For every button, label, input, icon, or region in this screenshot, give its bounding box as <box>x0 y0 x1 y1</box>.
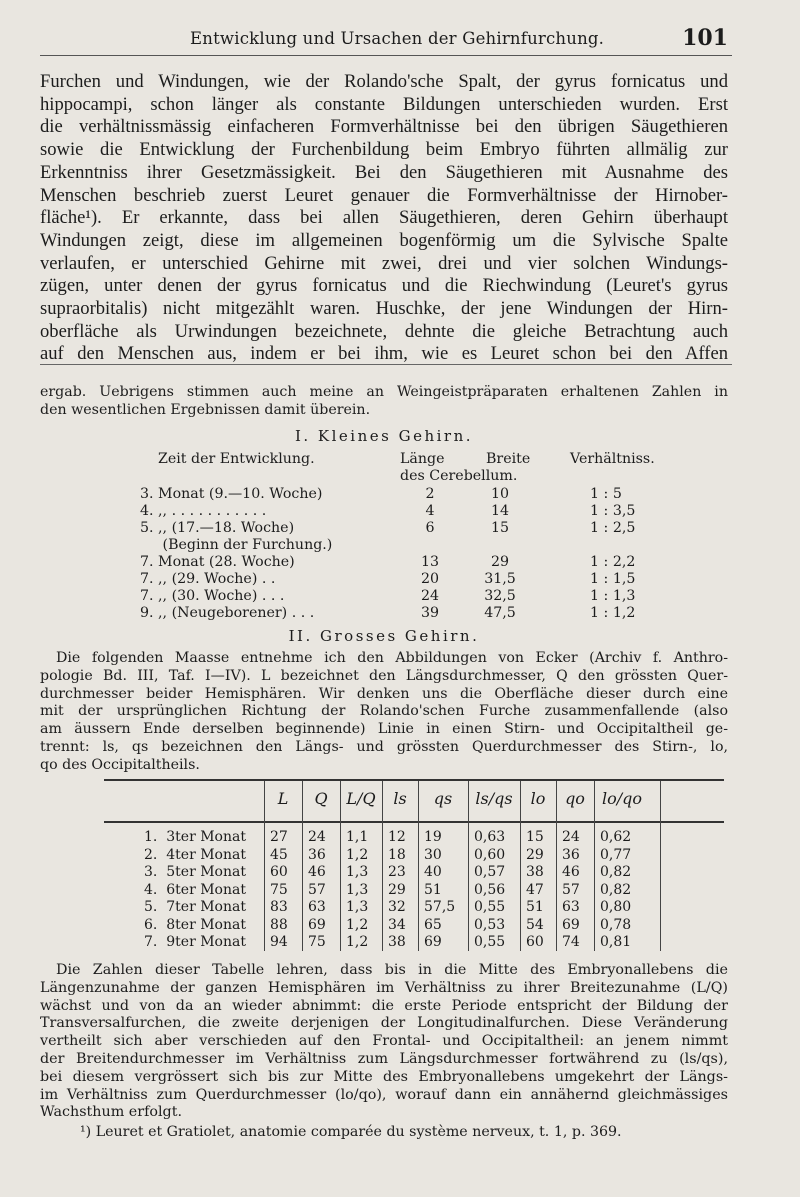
text-line: Transversalfurchen, die zweite derjenigen der Longitudinalfurchen. Diese Veränderung <box>40 1015 728 1032</box>
text-line: durchmesser beider Hemisphären. Wir denken uns die Oberfläche dieser durch eine <box>40 685 728 702</box>
row-label: 5. ,, (17.—18. Woche) <box>140 520 295 536</box>
cell-breite: 10 <box>490 486 510 502</box>
table-cell: 69 <box>424 934 442 950</box>
col-header-qs: qs <box>433 789 453 808</box>
text-line: hippocampi, schon länger als constante Bildungen unterschieden wurden. Erst <box>40 93 728 115</box>
col-header-lo: lo <box>530 789 546 808</box>
text-line: verlaufen, er unterschied Gehirne mit zwei, drei und vier solchen Windungs- <box>40 252 728 274</box>
text-line: Erkenntniss ihrer Gesetzmässigkeit. Bei den Säugethieren mit Ausnahme des <box>40 161 728 183</box>
col-divider <box>660 781 661 951</box>
text-line: Längenzunahme der ganzen Hemisphären im Verhältniss zu ihrer Breitezunahme (L/Q) <box>40 979 728 996</box>
cell-verhaeltniss: 1 : 1,3 <box>590 588 636 604</box>
cell-laenge: 24 <box>420 588 440 604</box>
text-line: Windungen zeigt, diese im allgemeinen bogenförmig um die Sylvische Spalte <box>40 229 728 251</box>
col-header-cerebellum: des Cerebellum. <box>400 468 518 484</box>
table-rule-top <box>104 779 724 781</box>
text-line: am äussern Ende derselben beginnende) Linie in einen Stirn- und Occipitaltheil ge- <box>40 721 728 738</box>
cell-laenge: 4 <box>425 503 435 519</box>
text-line: supraorbitalis) nicht mitgezählt waren. Huschke, der jene Windungen der Hirn- <box>40 298 728 320</box>
text-line: auf den Menschen aus, indem er bei ihm, wie es Leuret schon bei den Affen <box>40 343 728 365</box>
paragraph-ecker <box>40 650 728 775</box>
row-label: 7. Monat (28. Woche) <box>140 554 295 570</box>
table-cell: 0,60 <box>474 846 506 863</box>
table-cell: 45 <box>270 846 288 863</box>
cell-breite: 29 <box>490 554 510 570</box>
table-cell: 57 <box>562 881 580 898</box>
text-line: Furchen und Windungen, wie der Rolando'sche Spalt, der gyrus fornicatus und <box>40 71 728 92</box>
text-line: vertheilt sich aber verschieden auf den Frontal- und Occipitaltheil: an jenem nimmt <box>40 1033 728 1050</box>
cell-verhaeltniss: 1 : 5 <box>590 486 622 502</box>
table-row <box>40 486 728 503</box>
text-line: ergab. Uebrigens stimmen auch meine an Weingeistpräparaten erhaltenen Zahlen in <box>40 384 728 400</box>
table-cell: 34 <box>388 916 406 933</box>
table-cell: 0,81 <box>600 934 632 950</box>
table-cell: 32 <box>388 899 406 915</box>
table-cell: 1,3 <box>346 864 369 880</box>
text-line: der Breitendurchmesser im Verhältniss zum Längsdurchmesser fortwährend zu (ls/qs), <box>40 1050 728 1067</box>
text-line: im Verhältniss zum Querdurchmesser (lo/qo), worauf dann ein annähernd gleichmässiges <box>40 1086 728 1103</box>
footnote-text: ¹) Leuret et Gratiolet, anatomie comparée du système nerveux, t. 1, p. 369. <box>80 1124 622 1140</box>
table-cell: 40 <box>424 864 442 880</box>
table-cell: 47 <box>526 881 544 898</box>
cell-verhaeltniss: 1 : 2,5 <box>590 520 636 536</box>
table-cell: 60 <box>270 864 288 880</box>
cell-breite: 47,5 <box>484 605 516 621</box>
text-line: trennt: ls, qs bezeichnen den Längs- und grössten Querdurchmesser des Stirn-, lo, <box>40 738 728 755</box>
table-cell: 65 <box>424 916 442 933</box>
table-cell: 0,53 <box>474 916 506 933</box>
col-header-verhaeltniss: Verhältniss. <box>570 451 655 467</box>
table-cell: 12 <box>388 829 406 845</box>
text-line: bei diesem vergrössert sich bis zur Mitte des Embryonallebens umgekehrt der Längs- <box>40 1068 728 1085</box>
col-header-breite: Breite <box>486 451 531 467</box>
row-label: 6. 8ter Monat <box>144 916 246 933</box>
col-header-laenge: Länge <box>400 451 445 467</box>
paragraph-conclusion <box>40 962 728 1122</box>
cell-laenge: 13 <box>420 554 440 570</box>
row-label: 3. Monat (9.—10. Woche) <box>140 486 323 502</box>
table-cell: 19 <box>424 829 442 845</box>
table-cell: 94 <box>270 934 288 950</box>
cell-laenge: 2 <box>425 486 435 502</box>
text-line: Die Zahlen dieser Tabelle lehren, dass bis in die Mitte des Embryonallebens die <box>56 962 728 978</box>
table-row <box>40 537 728 554</box>
section-heading-large-brain: II. Grosses Gehirn. <box>288 627 480 645</box>
table-cell: 0,57 <box>474 864 506 880</box>
table-cell: 69 <box>308 916 326 933</box>
row-label: 9. ,, (Neugeborener) . . . <box>140 605 315 621</box>
table-cell: 54 <box>526 916 544 933</box>
cell-verhaeltniss: 1 : 1,5 <box>590 571 636 587</box>
cell-breite: 14 <box>490 503 510 519</box>
table-cell: 24 <box>562 829 580 845</box>
table-row <box>40 554 728 571</box>
row-label: 7. ,, (29. Woche) . . <box>140 571 276 587</box>
row-label: 7. ,, (30. Woche) . . . <box>140 588 285 604</box>
table-cell: 63 <box>562 899 580 915</box>
table-cell: 15 <box>526 829 544 845</box>
table-rule-header <box>104 821 724 823</box>
table-cell: 0,78 <box>600 916 632 933</box>
text-line: den wesentlichen Ergebnissen damit überein. <box>40 401 371 418</box>
table-row <box>40 571 728 588</box>
running-header <box>40 27 728 53</box>
col-header-qo: qo <box>565 789 585 808</box>
table-cell: 36 <box>308 846 326 863</box>
table-cell: 0,82 <box>600 864 632 880</box>
col-header-loqo: lo/qo <box>601 789 642 808</box>
row-label: 1. 3ter Monat <box>144 829 246 845</box>
table-cell: 83 <box>270 899 288 915</box>
table-cell: 63 <box>308 899 326 915</box>
row-label: 2. 4ter Monat <box>144 846 246 863</box>
paragraph-continued <box>40 384 728 420</box>
text-line: qo des Occipitaltheils. <box>40 756 200 773</box>
running-title: Entwicklung und Ursachen der Gehirnfurchung. <box>190 29 605 48</box>
table-row <box>40 605 728 622</box>
table-cell: 0,55 <box>474 899 506 915</box>
table-cell: 0,56 <box>474 881 506 898</box>
table-cell: 27 <box>270 829 288 845</box>
table-cell: 38 <box>388 934 406 950</box>
col-header-LQ: L/Q <box>346 789 376 808</box>
table-cell: 1,2 <box>346 846 369 863</box>
row-label: 3. 5ter Monat <box>144 864 246 880</box>
table-cell: 29 <box>388 881 406 898</box>
table-cell: 60 <box>526 934 544 950</box>
table-cerebrum <box>104 775 724 955</box>
table-cell: 0,82 <box>600 881 632 898</box>
text-line: Die folgenden Maasse entnehme ich den Abbildungen von Ecker (Archiv f. Anthro- <box>56 650 728 666</box>
paragraph-main <box>40 71 728 366</box>
col-header-Q: Q <box>314 789 328 808</box>
table-cell: 57 <box>308 881 326 898</box>
table-cell: 38 <box>526 864 544 880</box>
table-cell: 1,1 <box>346 829 369 845</box>
page-number: 101 <box>682 25 728 51</box>
footnote <box>80 1124 720 1142</box>
table-cell: 24 <box>308 829 326 845</box>
text-line: Menschen beschrieb zuerst Leuret genauer die Formverhältnisse der Hirnober- <box>40 184 728 206</box>
row-label: 5. 7ter Monat <box>144 899 246 915</box>
table-cell: 1,3 <box>346 899 369 915</box>
table-header-row-2 <box>40 468 728 485</box>
col-header-ls: ls <box>393 789 407 808</box>
cell-laenge: 20 <box>420 571 440 587</box>
text-line: Wachsthum erfolgt. <box>40 1104 182 1121</box>
table-row <box>40 520 728 537</box>
table-cell: 1,2 <box>346 916 369 933</box>
table-cell: 0,63 <box>474 829 506 845</box>
table-row <box>40 503 728 520</box>
row-label: 7. 9ter Monat <box>144 934 246 950</box>
row-label: (Beginn der Furchung.) <box>140 537 333 553</box>
table-cell: 36 <box>562 846 580 863</box>
col-header-L: L <box>277 789 289 808</box>
table-cell: 1,2 <box>346 934 369 950</box>
table-cell: 23 <box>388 864 406 880</box>
text-line: zügen, unter denen der gyrus fornicatus und die Riechwindung (Leuret's gyrus <box>40 275 728 297</box>
table-cell: 46 <box>562 864 580 880</box>
table-cell: 51 <box>526 899 544 915</box>
table-cell: 29 <box>526 846 544 863</box>
section-divider <box>40 364 732 365</box>
text-line: oberfläche als Urwindungen bezeichnete, dehnte die gleiche Betrachtung auch <box>40 320 728 342</box>
table-cell: 0,55 <box>474 934 506 950</box>
table-cell: 69 <box>562 916 580 933</box>
cell-verhaeltniss: 1 : 3,5 <box>590 503 636 519</box>
table-cell: 1,3 <box>346 881 369 898</box>
table-cell: 57,5 <box>424 899 456 915</box>
cell-verhaeltniss: 1 : 1,2 <box>590 605 636 621</box>
cell-breite: 32,5 <box>484 588 516 604</box>
table-cell: 0,62 <box>600 829 632 845</box>
cell-laenge: 39 <box>420 605 440 621</box>
row-label: 4. ,, . . . . . . . . . . . <box>140 503 267 519</box>
cell-breite: 15 <box>490 520 510 536</box>
text-line: fläche¹). Er erkannte, dass bei allen Säugethieren, deren Gehirn überhaupt <box>40 207 728 229</box>
text-line: wächst und von da an wieder abnimmt: die erste Periode entspricht der Bildung der <box>40 997 728 1014</box>
table-cell: 75 <box>270 881 288 898</box>
text-line: die verhältnissmässig einfacheren Formverhältnisse bei den übrigen Säugethieren <box>40 116 728 138</box>
table-cell: 74 <box>562 934 580 950</box>
cell-breite: 31,5 <box>484 571 516 587</box>
table-cell: 0,80 <box>600 899 632 915</box>
table-cell: 75 <box>308 934 326 950</box>
header-rule <box>40 55 732 56</box>
row-label: 4. 6ter Monat <box>144 881 246 898</box>
table-cell: 46 <box>308 864 326 880</box>
table-cell: 88 <box>270 916 288 933</box>
table-row <box>40 588 728 605</box>
table-cell: 0,77 <box>600 846 632 863</box>
table-cell: 51 <box>424 881 442 898</box>
col-header-lsqs: ls/qs <box>475 789 513 808</box>
text-line: pologie Bd. III, Taf. I—IV). L bezeichnet den Längsdurchmesser, Q den grössten Quer- <box>40 667 728 684</box>
table-cell: 18 <box>388 846 406 863</box>
cell-laenge: 6 <box>425 520 435 536</box>
table-cell: 30 <box>424 846 442 863</box>
col-header-zeit: Zeit der Entwicklung. <box>158 451 315 467</box>
cell-verhaeltniss: 1 : 2,2 <box>590 554 636 570</box>
section-heading-small-brain: I. Kleines Gehirn. <box>294 427 474 445</box>
text-line: sowie die Entwicklung der Furchenbildung beim Embryo führten allmälig zur <box>40 139 728 161</box>
text-line: mit der ursprünglichen Richtung der Rolando'schen Furche zusammenfallende (also <box>40 703 728 720</box>
table-header-row <box>40 451 728 468</box>
